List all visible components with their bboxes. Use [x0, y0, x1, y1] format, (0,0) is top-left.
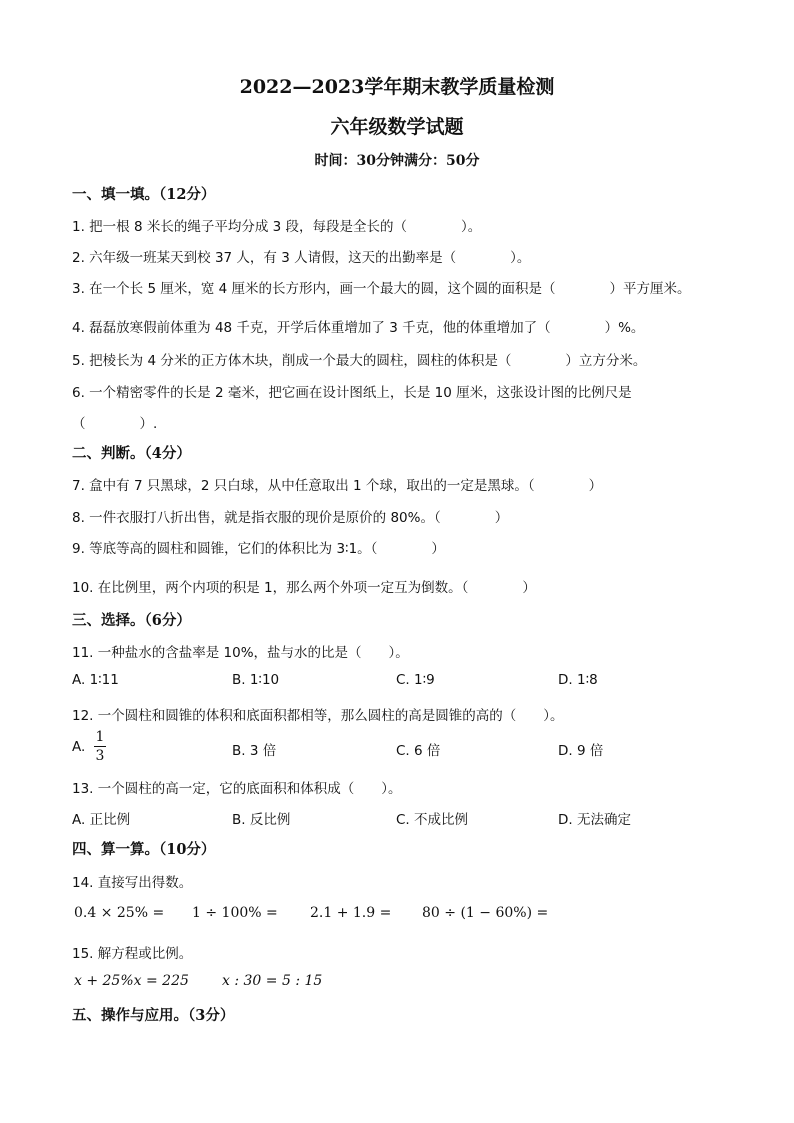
- q11-option-c: C. 1∶9: [396, 672, 435, 688]
- section-heading-calculate: 四、算一算。（10分）: [72, 841, 216, 858]
- page-title: 2022—2023学年期末教学质量检测: [239, 76, 555, 98]
- question-12: 12. 一个圆柱和圆锥的体积和底面积都相等，那么圆柱的高是圆锥的高的（ ）。: [72, 708, 564, 724]
- q11-option-d: D. 1∶8: [558, 672, 598, 688]
- q12-option-a-fraction: [94, 729, 106, 764]
- section-heading-choice: 三、选择。（6分）: [72, 612, 191, 629]
- q13-option-d: D. 无法确定: [558, 812, 631, 828]
- question-10: 10. 在比例里，两个内项的积是 1，那么两个外项一定互为倒数。（ ）: [72, 580, 536, 596]
- page-subtitle: 六年级数学试题: [330, 116, 464, 138]
- q14-item-1: 0.4 × 25% =: [74, 905, 165, 921]
- section-heading-application: 五、操作与应用。（3分）: [72, 1007, 235, 1024]
- q12-option-a-label: A.: [72, 739, 86, 755]
- fraction-denominator: 3: [95, 748, 105, 764]
- question-14: 14. 直接写出得数。: [72, 875, 193, 891]
- section-heading-judge: 二、判断。（4分）: [72, 445, 191, 462]
- fraction-bar: [94, 746, 106, 747]
- q13-option-b: B. 反比例: [232, 812, 291, 828]
- q14-item-3: 2.1 + 1.9 =: [310, 905, 392, 921]
- question-2: 2. 六年级一班某天到校 37 人，有 3 人请假，这天的出勤率是（ ）。: [72, 250, 531, 266]
- question-15: 15. 解方程或比例。: [72, 946, 193, 962]
- question-8: 8. 一件衣服打八折出售，就是指衣服的现价是原价的 80%。（ ）: [72, 510, 509, 526]
- fraction-numerator: 1: [95, 729, 105, 745]
- q15-equation-1: x + 25%x = 225: [74, 973, 189, 989]
- question-5: 5. 把棱长为 4 分米的正方体木块，削成一个最大的圆柱，圆柱的体积是（ ）立方分米。: [72, 353, 647, 369]
- q13-option-a: A. 正比例: [72, 812, 131, 828]
- question-3: 3. 在一个长 5 厘米，宽 4 厘米的长方形内，画一个最大的圆，这个圆的面积是（ ）平方厘米。: [72, 281, 691, 297]
- q14-item-4: 80 ÷ (1 − 60%) =: [422, 905, 549, 921]
- question-7: 7. 盒中有 7 只黑球，2 只白球，从中任意取出 1 个球，取出的一定是黑球。（ ）: [72, 478, 603, 494]
- q13-option-c: C. 不成比例: [396, 812, 469, 828]
- q12-option-d: D. 9 倍: [558, 743, 604, 759]
- question-6-answer-blank: （ ）.: [72, 416, 158, 432]
- q15-equation-2: x : 30 = 5 : 15: [222, 973, 323, 989]
- q11-option-a: A. 1∶11: [72, 672, 119, 688]
- q11-option-b: B. 1∶10: [232, 672, 280, 688]
- q12-option-c: C. 6 倍: [396, 743, 441, 759]
- q12-option-b: B. 3 倍: [232, 743, 277, 759]
- question-13: 13. 一个圆柱的高一定，它的底面积和体积成（ ）。: [72, 781, 402, 797]
- question-11: 11. 一种盐水的含盐率是 10%，盐与水的比是（ ）。: [72, 645, 409, 661]
- question-9: 9. 等底等高的圆柱和圆锥，它们的体积比为 3∶1。（ ）: [72, 541, 445, 557]
- exam-info: 时间：30分钟满分：50分: [314, 153, 480, 169]
- question-4: 4. 磊磊放寒假前体重为 48 千克，开学后体重增加了 3 千克，他的体重增加了（ ）%。: [72, 320, 645, 336]
- question-1: 1. 把一根 8 米长的绳子平均分成 3 段，每段是全长的（ ）。: [72, 219, 482, 235]
- question-6: 6. 一个精密零件的长是 2 毫米，把它画在设计图纸上，长是 10 厘米，这张设计图的比例尺是: [72, 385, 632, 401]
- section-heading-fill: 一、填一填。（12分）: [72, 186, 216, 203]
- q14-item-2: 1 ÷ 100% =: [192, 905, 278, 921]
